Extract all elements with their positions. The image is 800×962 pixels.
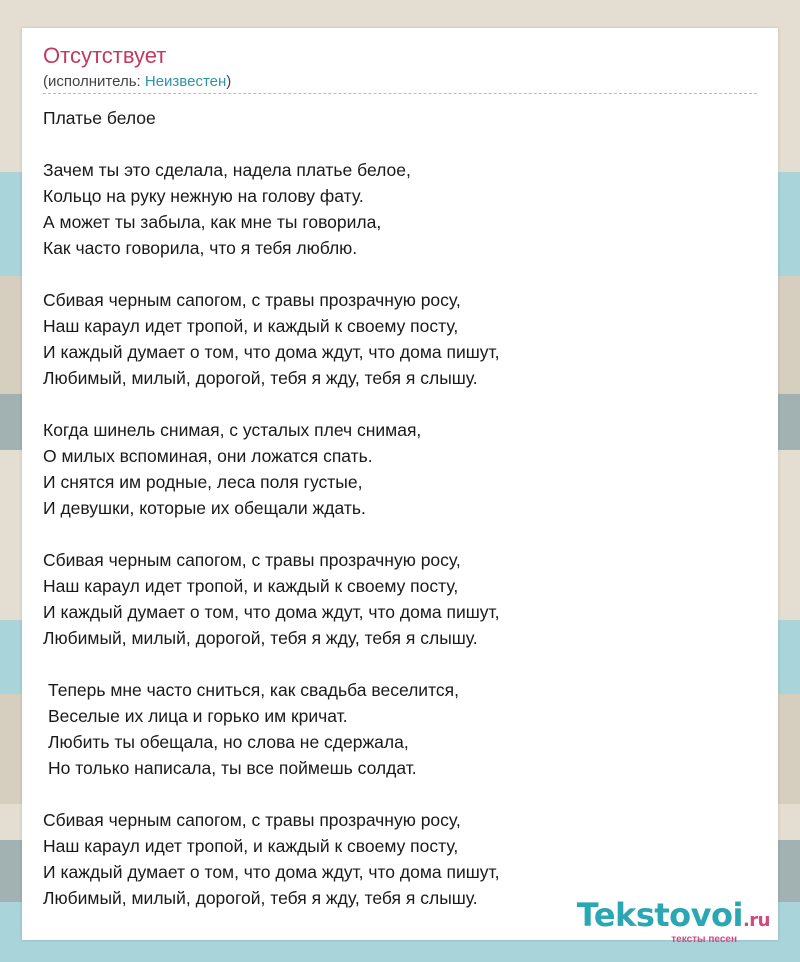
lyric-line: Платье белое (43, 108, 156, 128)
logo-name: Tekstovoi (576, 896, 743, 934)
lyric-line: И каждый думает о том, что дома ждут, что дома пишут, (43, 602, 500, 622)
lyric-line: Кольцо на руку нежную на голову фату. (43, 186, 364, 206)
lyrics-card (22, 28, 778, 940)
title-divider (43, 93, 757, 94)
lyric-line: И каждый думает о том, что дома ждут, что дома пишут, (43, 862, 500, 882)
lyric-line: Сбивая черным сапогом, с травы прозрачную росу, (43, 810, 461, 830)
lyric-blank-line (43, 131, 758, 157)
lyric-line: Любить ты обещала, но слова не сдержала, (48, 732, 409, 752)
lyric-blank-line (43, 651, 758, 677)
artist-line (43, 73, 231, 90)
lyric-line: Любимый, милый, дорогой, тебя я жду, тебя я слышу. (43, 888, 478, 908)
lyric-line: Но только написала, ты все поймешь солдат. (48, 758, 417, 778)
lyrics-text (43, 105, 758, 911)
artist-link[interactable]: Неизвестен (144, 73, 227, 90)
lyric-line: Наш караул идет тропой, и каждый к своему посту, (43, 576, 459, 596)
lyric-blank-line (43, 521, 758, 547)
artist-prefix: (исполнитель: (43, 73, 145, 90)
lyric-line: Теперь мне часто сниться, как свадьба веселится, (48, 680, 459, 700)
logo-tld: .ru (742, 910, 770, 931)
lyric-line: Веселые их лица и горько им кричат. (48, 706, 348, 726)
site-logo[interactable] (577, 898, 770, 945)
logo-tagline: тексты песен (671, 934, 737, 945)
logo-wordmark (577, 898, 770, 938)
artist-suffix: ) (226, 73, 232, 90)
lyric-line: И снятся им родные, леса поля густые, (43, 472, 363, 492)
lyric-line: Когда шинель снимая, с усталых плеч снимая, (43, 420, 422, 440)
lyric-line: Наш караул идет тропой, и каждый к своему посту, (43, 316, 459, 336)
lyric-line: И каждый думает о том, что дома ждут, что дома пишут, (43, 342, 500, 362)
lyric-line: Как часто говорила, что я тебя люблю. (43, 238, 358, 258)
lyric-line: О милых вспоминая, они ложатся спать. (43, 446, 373, 466)
lyric-line: Наш караул идет тропой, и каждый к своему посту, (43, 836, 459, 856)
lyric-blank-line (43, 781, 758, 807)
lyric-line: А может ты забыла, как мне ты говорила, (43, 212, 382, 232)
lyric-line: Сбивая черным сапогом, с травы прозрачную росу, (43, 290, 461, 310)
lyric-line: Любимый, милый, дорогой, тебя я жду, тебя я слышу. (43, 368, 478, 388)
lyric-blank-line (43, 261, 758, 287)
lyric-line: Любимый, милый, дорогой, тебя я жду, тебя я слышу. (43, 628, 478, 648)
lyric-line: Зачем ты это сделала, надела платье белое, (43, 160, 411, 180)
lyric-blank-line (43, 391, 758, 417)
lyric-line: Сбивая черным сапогом, с травы прозрачную росу, (43, 550, 461, 570)
lyric-line: И девушки, которые их обещали ждать. (43, 498, 366, 518)
song-title: Отсутствует (43, 43, 167, 68)
